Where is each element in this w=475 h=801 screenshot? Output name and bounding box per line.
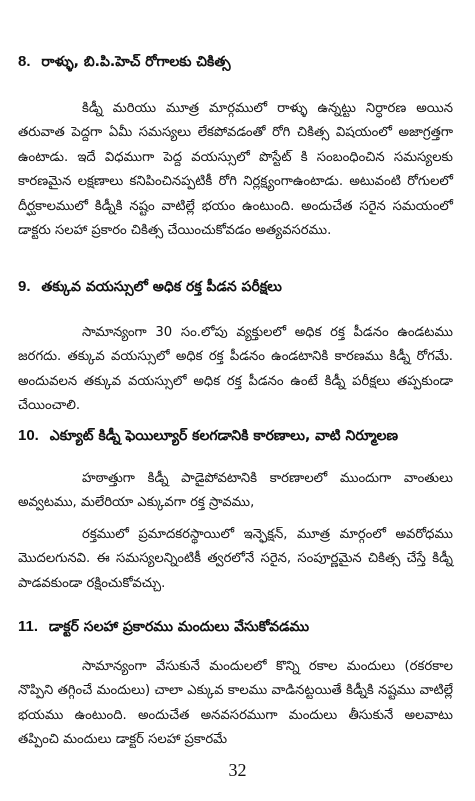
paragraph xyxy=(18,523,453,596)
section-heading-10 xyxy=(18,426,457,446)
paragraph xyxy=(18,321,453,419)
page-number: 32 xyxy=(228,760,247,780)
section-heading-11 xyxy=(18,617,457,637)
paragraph-text: సామాన్యంగా వేసుకునే మందులలో కొన్ని రకాల మందులు (రకరకాల నొప్పిని తగ్గించే మందులు) చాలా ఎక్కువ కాలము వాడినట్టయితే కిడ్నీకి నష్టము వాటిల్లే భయము ఉంటుంది. అందుచేత అనవసరముగా మందులు తీసుకునే అలవాటు తప్పించి మందులు డాక్టర్ సలహా ప్రకారమే xyxy=(18,659,453,748)
paragraph-text: కిడ్నీ మరియు మూత్ర మార్గములో రాళ్ళు ఉన్నట్టు నిర్ధారణ అయిన తరువాత పెద్దగా ఏమీ సమస్యలు లేకపోవడంతో రోగి చికిత్స విషయంలో అజాగ్రత్తగా ఉంటాడు. ఇదే విధముగా పెద్ద వయస్సులో పొస్టేట్ కి సంబంధించిన సమస్యలకు కారణమైన లక్షణాలు కనిపించినప్పటికీ రోగి నిర్లక్ష్యంగాఉంటాడు. అటువంటి రోగులలో దీర్ఘకాలములో కిడ్నీకి నష్టం వాటిల్లే భయం ఉంటుంది. అందుచేత సరైన సమయంలో డాక్టరు సలహా ప్రకారం చికిత్స చేయించుకోవడం అత్యవసరము. xyxy=(18,101,453,239)
section-title: రాళ్ళు, బి.పి.హెచ్ రోగాలకు చికిత్స xyxy=(41,54,231,70)
section-heading-8 xyxy=(18,52,457,72)
paragraph-text: సామాన్యంగా 30 సం.లోపు వ్యక్తులలో అధిక రక్త పీడనం ఉండటము జరగదు. తక్కువ వయస్సులో అధిక రక్త పీడనం ఉండటానికి కారణము కిడ్నీ రోగమే. అందువలన తక్కువ వయస్సులో అధిక రక్త పీడనం ఉంటే కిడ్నీ పరీక్షలు తప్పకుండా చేయించాలి. xyxy=(18,325,453,414)
paragraph-text: రక్తములో ప్రమాదకరస్థాయిలో ఇన్ఫెక్షన్, మూత్ర మార్గంలో అవరోధము మొదలగునవి. ఈ సమస్యలన్నింటికీ త్వరలోనే సరైన, సంపూర్ణమైన చికిత్స చేస్తే కిడ్నీ పాడవకుండా రక్షించుకోవచ్చు. xyxy=(18,527,453,591)
paragraph xyxy=(18,97,453,243)
section-number: 11. xyxy=(18,618,39,635)
section-number: 9. xyxy=(18,278,31,295)
section-title: డాక్టర్ సలహా ప్రకారము మందులు వేసుకోవడము xyxy=(48,619,310,635)
section-number: 10. xyxy=(18,427,39,444)
paragraph-text: హఠాత్తుగా కిడ్నీ పాడైపోవటానికి కారణాలలో ముందుగా వాంతులు అవ్వటము, మలేరియా ఎక్కువగా రక్త స్రావము, xyxy=(18,471,453,511)
section-heading-9 xyxy=(18,277,457,297)
section-title: తక్కువ వయస్సులో అధిక రక్త పీడన పరీక్షలు xyxy=(41,279,282,295)
section-number: 8. xyxy=(18,53,31,70)
paragraph xyxy=(18,467,453,516)
section-title: ఎక్యూట్ కిడ్నీ ఫెయిల్యూర్ కలగడానికి కారణాలు, వాటి నిర్మూలణ xyxy=(49,428,399,444)
paragraph xyxy=(18,655,453,753)
